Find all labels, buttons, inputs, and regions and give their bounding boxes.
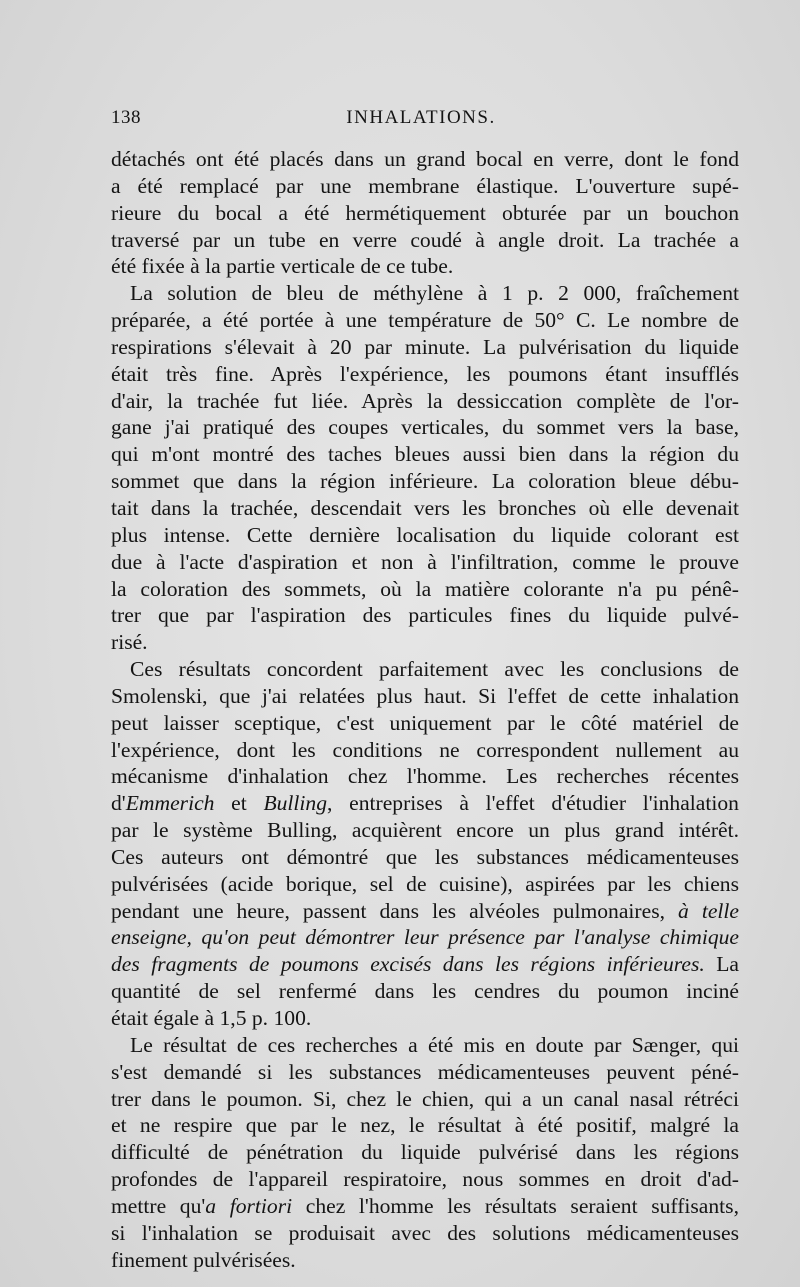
text-line: due à l'acte d'aspiration et non à l'infiltration, comme le prouve xyxy=(111,549,739,574)
text-line xyxy=(111,1193,739,1220)
text-line xyxy=(111,951,739,978)
text-line: qui m'ont montré des taches bleues aussi bien dans la région du xyxy=(111,442,739,467)
text-line: quantité de sel renfermé dans les cendres du poumon inciné xyxy=(111,979,739,1004)
text-fragment: chez l'homme les résultats seraient suffisants, xyxy=(292,1193,739,1218)
text-line: risé. xyxy=(111,630,148,655)
text-line xyxy=(111,898,739,925)
text-line: si l'inhalation se produisait avec des solutions médicamenteuses xyxy=(111,1220,739,1245)
text-line: plus intense. Cette dernière localisation du liquide colorant est xyxy=(111,522,739,547)
paragraph-start-line: Le résultat de ces recherches a été mis en doute par Sænger, qui xyxy=(130,1032,739,1057)
text-line: était très fine. Après l'expérience, les poumons étant insufflés xyxy=(111,361,739,386)
text-line: mécanisme d'inhalation chez l'homme. Les recherches récentes xyxy=(111,764,739,789)
italic-fragment: des fragments de poumons excisés dans les régions inférieures. xyxy=(111,952,705,977)
text-fragment: La xyxy=(704,952,739,977)
text-line: Smolenski, que j'ai relatées plus haut. Si l'effet de cette inhalation xyxy=(111,683,739,708)
text-fragment: , entreprises à l'effet d'étudier l'inhalation xyxy=(327,791,739,816)
page-number: 138 xyxy=(111,107,141,128)
text-line: préparée, a été portée à une température de 50° C. Le nombre de xyxy=(111,308,739,333)
text-fragment: d' xyxy=(111,791,126,816)
running-title: INHALATIONS. xyxy=(346,107,496,128)
text-line: profondes de l'appareil respiratoire, nous sommes en droit d'ad- xyxy=(111,1167,739,1192)
italic-fragment: à telle xyxy=(678,898,739,923)
text-line: pulvérisées (acide borique, sel de cuisine), aspirées par les chiens xyxy=(111,871,739,896)
body-text xyxy=(111,146,739,1273)
running-head xyxy=(103,107,739,137)
text-line: rieure du bocal a été hermétiquement obturée par un bouchon xyxy=(111,200,739,225)
paragraph-start-line: Ces résultats concordent parfaitement avec les conclusions de xyxy=(130,657,739,682)
text-line: peut laisser sceptique, c'est uniquement par le côté matériel de xyxy=(111,710,739,735)
text-line: détachés ont été placés dans un grand bocal en verre, dont le fond xyxy=(111,147,739,171)
text-line: l'expérience, dont les conditions ne correspondent nullement au xyxy=(111,737,739,762)
text-fragment: pendant une heure, passent dans les alvéoles pulmonaires, xyxy=(111,898,679,923)
text-line: d'air, la trachée fut liée. Après la dessiccation complète de l'or- xyxy=(111,388,739,413)
text-line: s'est demandé si les substances médicamenteuses peuvent péné- xyxy=(111,1059,739,1084)
text-line: traversé par un tube en verre coudé à angle droit. La trachée a xyxy=(111,227,739,252)
text-line: la coloration des sommets, où la matière colorante n'a pu pénê- xyxy=(111,576,739,601)
text-fragment: mettre qu' xyxy=(111,1193,206,1218)
text-line: finement pulvérisées. xyxy=(111,1247,296,1272)
italic-fragment: enseigne, qu'on peut démontrer leur présence par l'analyse chimique xyxy=(111,925,739,950)
paragraph-start-line: La solution de bleu de méthylène à 1 p. 2 000, fraîchement xyxy=(130,281,739,306)
text-line: respirations s'élevait à 20 par minute. La pulvérisation du liquide xyxy=(111,334,739,359)
text-line: trer que par l'aspiration des particules fines du liquide pulvé- xyxy=(111,603,739,628)
author-name-emmerich: Emmerich xyxy=(125,791,215,816)
text-line: a été remplacé par une membrane élastique. L'ouverture supé- xyxy=(111,173,739,198)
text-line: difficulté de pénétration du liquide pulvérisé dans les régions xyxy=(111,1140,739,1165)
text-line: été fixée à la partie verticale de ce tube. xyxy=(111,254,454,279)
text-line: tait dans la trachée, descendait vers les bronches où elle devenait xyxy=(111,495,739,520)
text-line: trer dans le poumon. Si, chez le chien, qui a un canal nasal rétréci xyxy=(111,1086,739,1111)
text-fragment: et xyxy=(214,791,264,816)
text-line: était égale à 1,5 p. 100. xyxy=(111,1006,312,1030)
italic-fragment: a fortiori xyxy=(205,1193,293,1218)
text-line: et ne respire que par le nez, le résultat à été positif, malgré la xyxy=(111,1113,739,1138)
text-line: sommet que dans la région inférieure. La coloration bleue débu- xyxy=(111,469,739,494)
text-line: gane j'ai pratiqué des coupes verticales, du sommet vers la base, xyxy=(111,415,739,440)
text-line: par le système Bulling, acquièrent encore un plus grand intérêt. xyxy=(111,818,739,843)
text-line xyxy=(111,924,739,951)
text-line xyxy=(111,790,739,817)
author-name-bulling: Bulling xyxy=(263,791,328,816)
text-line: Ces auteurs ont démontré que les substances médicamenteuses xyxy=(111,844,739,869)
